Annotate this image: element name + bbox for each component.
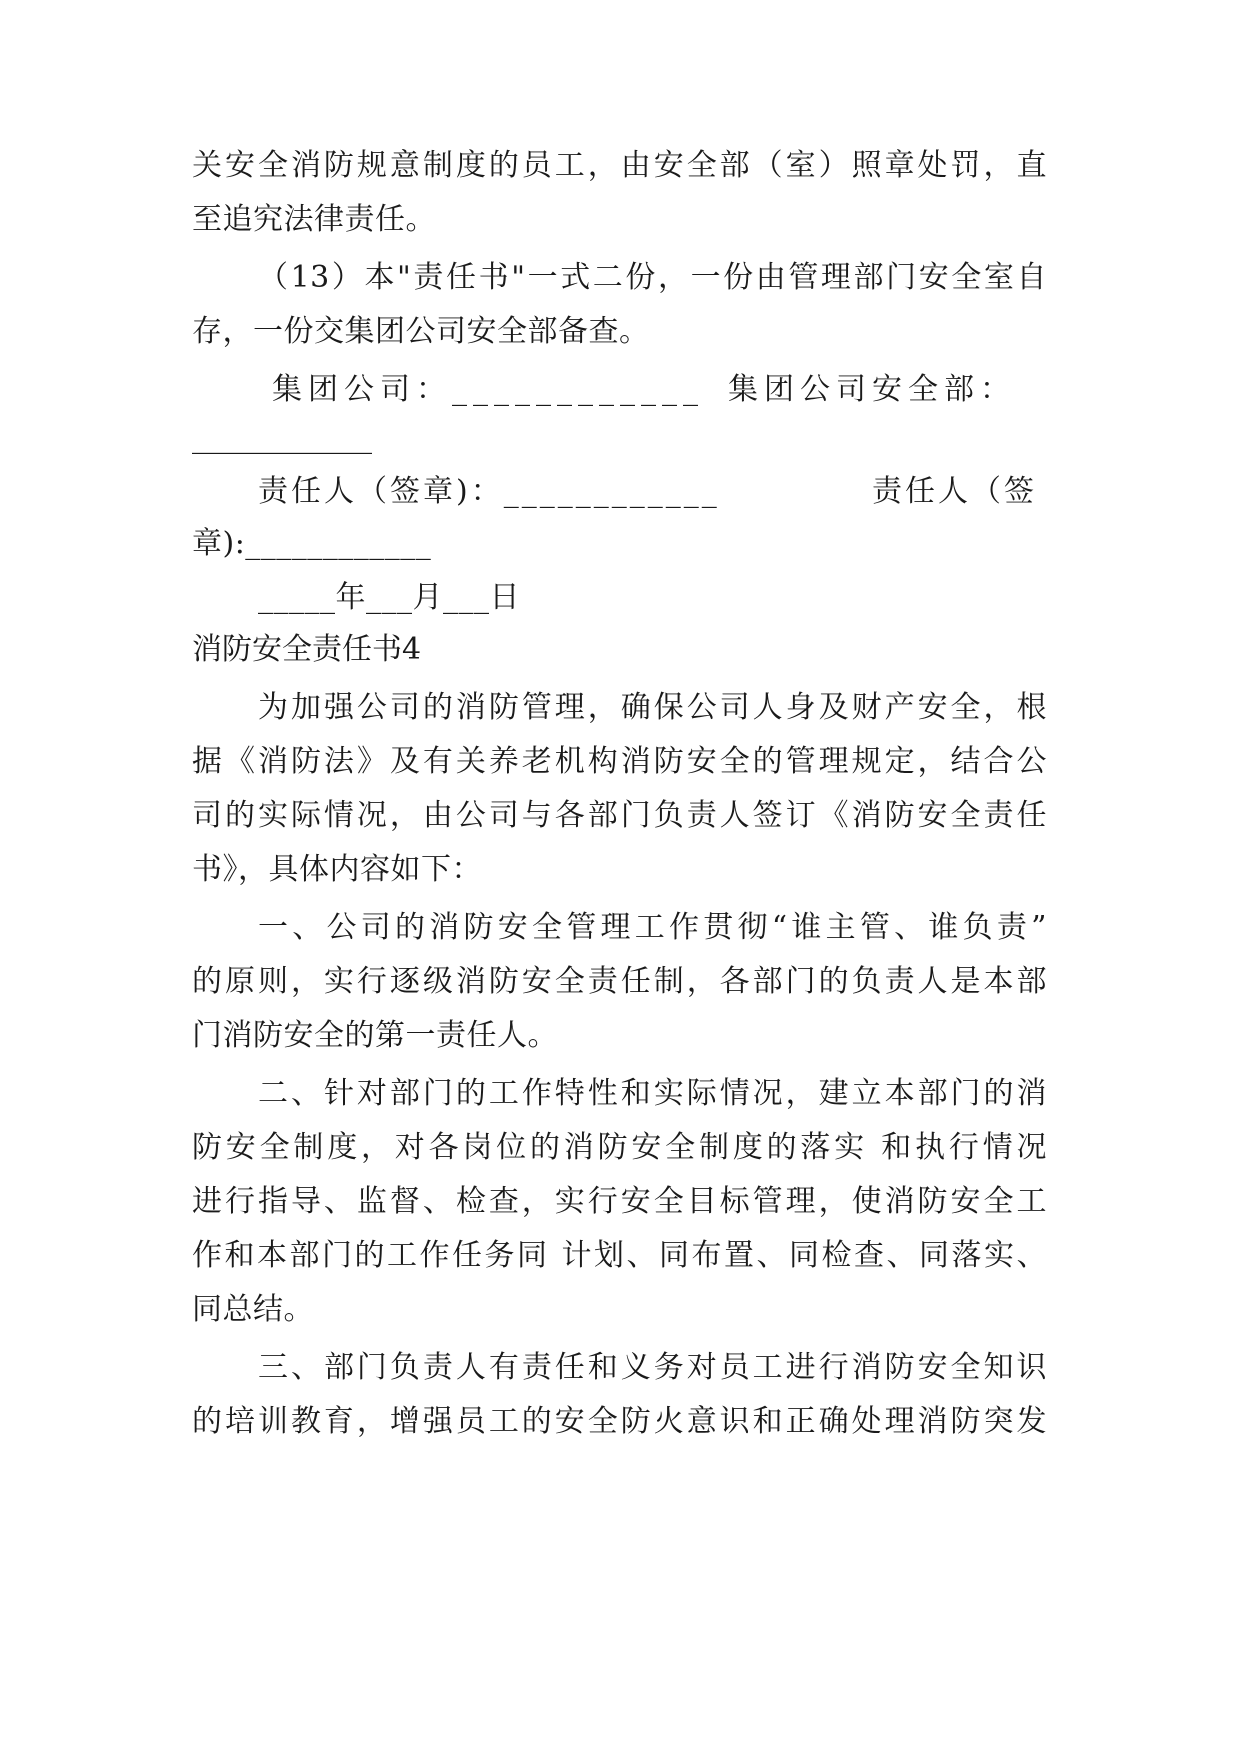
paragraph-line: 同总结。 [192,1292,314,1327]
section-title: 消防安全责任书4 [192,632,422,667]
signature-date: _____年___月___日 [258,580,520,615]
text-line: 存，一份交集团公司安全部备查。 [192,314,650,349]
signature-person-right-cont: 章):____________ [192,526,432,561]
text-line: 关安全消防规意制度的员工，由安全部（室）照章处罚，直 [192,148,1047,183]
paragraph-line: 据《消防法》及有关养老机构消防安全的管理规定，结合公 [192,744,1047,779]
paragraph-line: 门消防安全的第一责任人。 [192,1018,558,1053]
signature-safety-dept-blank: ____________ [192,420,372,455]
paragraph-line: 作和本部门的工作任务同 计划、同布置、同检查、同落实、 [192,1238,1047,1273]
signature-person-left: 责任人（签章)：____________ [258,474,720,509]
text-line: 至追究法律责任。 [192,202,436,237]
text-line: （13）本"责任书"一式二份，一份由管理部门安全室自 [258,260,1047,295]
paragraph-line: 一、公司的消防安全管理工作贯彻“谁主管、谁负责” [258,910,1047,945]
paragraph-line: 进行指导、监督、检查，实行安全目标管理，使消防安全工 [192,1184,1047,1219]
paragraph-line: 二、针对部门的工作特性和实际情况，建立本部门的消 [258,1076,1047,1111]
paragraph-line: 为加强公司的消防管理，确保公司人身及财产安全，根 [258,690,1047,725]
signature-company: 集团公司：____________ [272,372,704,407]
paragraph-line: 三、部门负责人有责任和义务对员工进行消防安全知识 [258,1350,1047,1385]
signature-person-right: 责任人（签 [872,474,1037,509]
paragraph-line: 书》，具体内容如下： [192,852,482,887]
paragraph-line: 防安全制度，对各岗位的消防安全制度的落实 和执行情况 [192,1130,1047,1165]
paragraph-line: 的原则，实行逐级消防安全责任制，各部门的负责人是本部 [192,964,1047,999]
signature-safety-dept: 集团公司安全部： [728,372,1016,407]
paragraph-line: 司的实际情况，由公司与各部门负责人签订《消防安全责任 [192,798,1047,833]
paragraph-line: 的培训教育，增强员工的安全防火意识和正确处理消防突发 [192,1404,1047,1439]
